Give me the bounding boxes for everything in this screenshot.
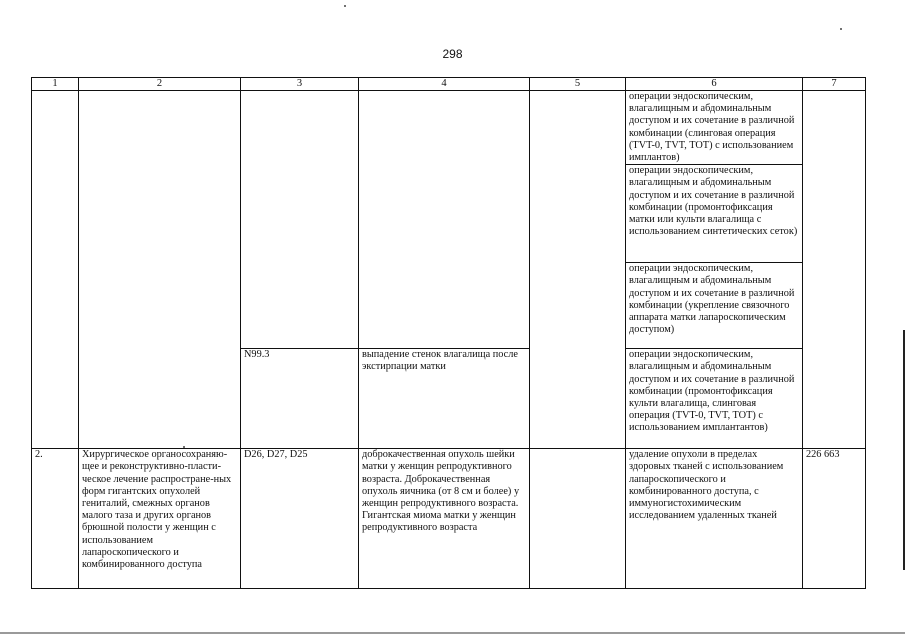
header-col-6: 6 (626, 78, 803, 91)
medical-services-table (31, 77, 866, 589)
row2-type-cell (530, 449, 626, 589)
row2-cost-cell: 226 663 (803, 449, 866, 589)
code-cell: N99.3 (241, 349, 359, 449)
row2-number-cell: 2. (32, 449, 79, 589)
table-row (32, 449, 866, 589)
treatment-cell: операции эндоскопическим, влагалищным и абдоминальным доступом и их сочетание в различной комбинации (промонтофиксация матки или культи влагалища с использованием синтетических сеток) (626, 165, 803, 263)
scan-speck (840, 28, 842, 30)
row2-treatment-cell: удаление опухоли в пределах здоровых тканей с использованием лапароскопического и комбинированного доступа, с иммуногистохимическим исследованием удаленных тканей (626, 449, 803, 589)
diagnosis-cell: выпадение стенок влагалища после экстирпации матки (359, 349, 530, 449)
row1-cost-cell (803, 91, 866, 449)
row2-name-cell: Хирургическое органосохраняю-щее и реконструктивно-пласти-ческое лечение распростране-ных форм гигантских опухолей гениталий, смежных органов малого таза и других органов брюшной полости у женщин с использованием лапароскопического и комбинированного доступа (79, 449, 241, 589)
header-col-3: 3 (241, 78, 359, 91)
row1-name-cell (79, 91, 241, 449)
header-col-4: 4 (359, 78, 530, 91)
row2-code-cell: D26, D27, D25 (241, 449, 359, 589)
treatment-cell: операции эндоскопическим, влагалищным и абдоминальным доступом и их сочетание в различной комбинации (слинговая операция (TVT-0, TVT, TOT) с использованием имплантов) (626, 91, 803, 165)
row2-diagnosis-cell: доброкачественная опухоль шейки матки у женщин репродуктивного возраста. Доброкачественная опухоль яичника (от 8 см и более) у женщин репродуктивного возраста. Гигантская миома матки у женщин репродуктивного возраста (359, 449, 530, 589)
table-row (32, 91, 866, 165)
header-col-1: 1 (32, 78, 79, 91)
row1-diagnosis-cell (359, 91, 530, 349)
scan-speck (183, 446, 185, 448)
scan-bottom-edge (0, 632, 905, 634)
table-header-row (32, 78, 866, 91)
treatment-cell: операции эндоскопическим, влагалищным и абдоминальным доступом и их сочетание в различной комбинации (промонтофиксация культи влагалища, слинговая операция (TVT-0, TVT, TOT) с использованием имплантантов) (626, 349, 803, 449)
scan-speck (344, 5, 346, 7)
header-col-7: 7 (803, 78, 866, 91)
row1-code-cell (241, 91, 359, 349)
page-number: 298 (442, 47, 463, 61)
header-col-5: 5 (530, 78, 626, 91)
header-col-2: 2 (79, 78, 241, 91)
treatment-cell: операции эндоскопическим, влагалищным и абдоминальным доступом и их сочетание в различной комбинации (укрепление связочного аппарата матки лапароскопическим доступом) (626, 263, 803, 349)
row1-number-cell (32, 91, 79, 449)
row1-type-cell (530, 91, 626, 449)
